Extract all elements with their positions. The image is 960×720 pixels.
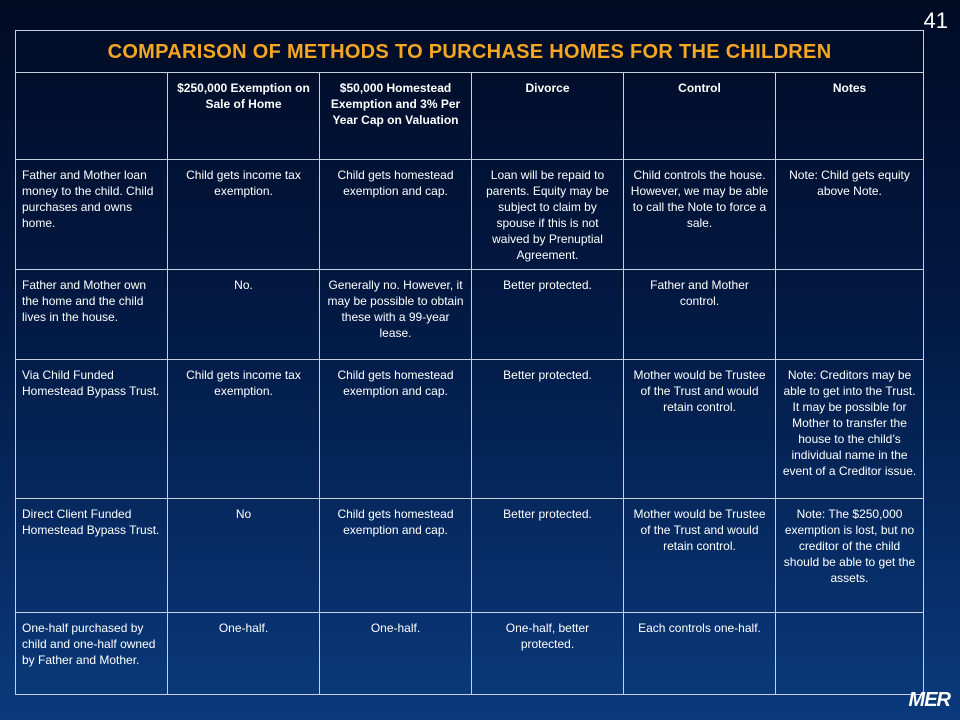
table-cell: Child gets homestead exemption and cap. xyxy=(320,160,472,270)
row-label: Direct Client Funded Homestead Bypass Trust. xyxy=(16,499,168,613)
table-cell: Child controls the house. However, we may be able to call the Note to force a sale. xyxy=(624,160,776,270)
row-label: Father and Mother own the home and the child lives in the house. xyxy=(16,270,168,360)
column-header-notes: Notes xyxy=(776,73,924,160)
table-row xyxy=(16,360,924,499)
table-cell: Child gets homestead exemption and cap. xyxy=(320,360,472,499)
table-row xyxy=(16,270,924,360)
table-cell: Note: Creditors may be able to get into the Trust. It may be possible for Mother to transfer the house to the child’s individual name in the event of a Creditor issue. xyxy=(776,360,924,499)
table-cell xyxy=(776,270,924,360)
header-row xyxy=(16,73,924,160)
table-cell: Each controls one-half. xyxy=(624,613,776,695)
table-cell: Better protected. xyxy=(472,270,624,360)
table-cell: Note: Child gets equity above Note. xyxy=(776,160,924,270)
table-cell: Father and Mother control. xyxy=(624,270,776,360)
table-cell xyxy=(776,613,924,695)
column-header-blank xyxy=(16,73,168,160)
table-row xyxy=(16,613,924,695)
row-label: Father and Mother loan money to the child. Child purchases and owns home. xyxy=(16,160,168,270)
table-row xyxy=(16,160,924,270)
table-cell: Better protected. xyxy=(472,360,624,499)
column-header-divorce: Divorce xyxy=(472,73,624,160)
company-logo: MER xyxy=(908,689,950,711)
table-cell: One-half. xyxy=(168,613,320,695)
column-header-control: Control xyxy=(624,73,776,160)
column-header-homestead-exemption: $50,000 Homestead Exemption and 3% Per Year Cap on Valuation xyxy=(320,73,472,160)
comparison-table xyxy=(15,30,924,695)
table-cell: Child gets income tax exemption. xyxy=(168,360,320,499)
title-row xyxy=(16,31,924,73)
column-header-250k-exemption: $250,000 Exemption on Sale of Home xyxy=(168,73,320,160)
row-label: Via Child Funded Homestead Bypass Trust. xyxy=(16,360,168,499)
table-title: COMPARISON OF METHODS TO PURCHASE HOMES FOR THE CHILDREN xyxy=(16,31,924,73)
table-cell: Mother would be Trustee of the Trust and would retain control. xyxy=(624,360,776,499)
table-cell: Note: The $250,000 exemption is lost, but no creditor of the child should be able to get the assets. xyxy=(776,499,924,613)
table-cell: Child gets income tax exemption. xyxy=(168,160,320,270)
table-cell: No. xyxy=(168,270,320,360)
table-cell: Better protected. xyxy=(472,499,624,613)
table-cell: Generally no. However, it may be possible to obtain these with a 99-year lease. xyxy=(320,270,472,360)
table-cell: Child gets homestead exemption and cap. xyxy=(320,499,472,613)
table-cell: One-half, better protected. xyxy=(472,613,624,695)
row-label: One-half purchased by child and one-half owned by Father and Mother. xyxy=(16,613,168,695)
table-cell: Loan will be repaid to parents. Equity may be subject to claim by spouse if this is not waived by Prenuptial Agreement. xyxy=(472,160,624,270)
table-cell: Mother would be Trustee of the Trust and would retain control. xyxy=(624,499,776,613)
table-row xyxy=(16,499,924,613)
table-cell: No xyxy=(168,499,320,613)
table-cell: One-half. xyxy=(320,613,472,695)
page-number: 41 xyxy=(923,8,948,33)
